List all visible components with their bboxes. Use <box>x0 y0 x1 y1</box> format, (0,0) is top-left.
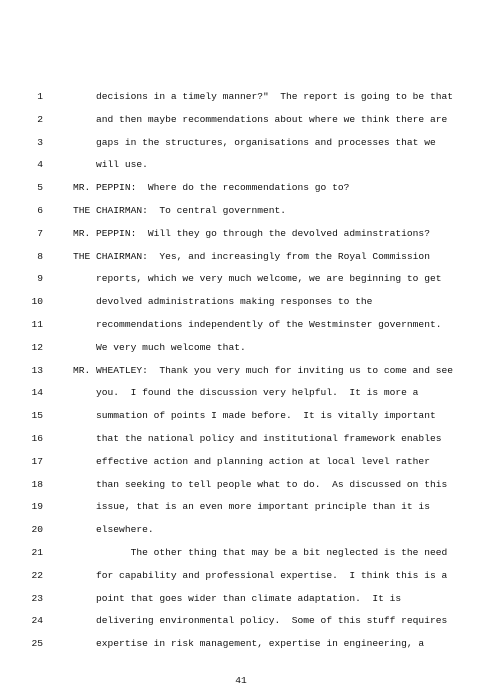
line-text: that the national policy and institutional framework enables <box>73 432 442 444</box>
transcript-line <box>0 112 482 135</box>
line-text: elsewhere. <box>73 524 154 536</box>
transcript-line <box>0 340 482 363</box>
line-number: 17 <box>31 455 43 467</box>
line-number: 1 <box>37 91 43 102</box>
line-text: you. I found the discussion very helpful. It is more a <box>73 387 419 399</box>
line-number: 21 <box>31 546 43 558</box>
line-text: effective action and planning action at local level rather <box>73 455 430 467</box>
transcript-line <box>0 363 482 386</box>
line-text: THE CHAIRMAN: Yes, and increasingly from the Royal Commission <box>73 250 430 262</box>
line-number: 25 <box>31 638 43 650</box>
transcript-line <box>0 568 482 591</box>
line-text: We very much welcome that. <box>73 341 246 353</box>
line-text: MR. PEPPIN: Will they go through the devolved adminstrations? <box>73 227 430 239</box>
line-number: 5 <box>37 182 43 194</box>
line-text: The other thing that may be a bit neglected is the need <box>73 546 448 558</box>
line-text: delivering environmental policy. Some of this stuff requires <box>73 615 448 627</box>
transcript-line <box>0 613 482 636</box>
line-text: for capability and professional expertise. I think this is a <box>73 569 448 581</box>
transcript-line <box>0 89 482 112</box>
transcript-line <box>0 249 482 272</box>
transcript-line <box>0 317 482 340</box>
transcript-line <box>0 522 482 545</box>
line-number: 16 <box>31 432 43 444</box>
line-number: 23 <box>31 592 43 604</box>
transcript-line <box>0 636 482 659</box>
line-text: summation of points I made before. It is vitally important <box>73 410 436 422</box>
line-number: 24 <box>31 615 43 627</box>
transcript-line <box>0 180 482 203</box>
line-number: 22 <box>31 569 43 581</box>
transcript-line <box>0 294 482 317</box>
transcript-line <box>0 545 482 568</box>
line-text: reports, which we very much welcome, we are beginning to get <box>73 273 442 285</box>
line-number: 15 <box>31 410 43 422</box>
transcript-lines <box>0 89 482 659</box>
page-number: 41 <box>235 675 247 686</box>
line-number: 10 <box>31 296 43 308</box>
transcript-line <box>0 591 482 614</box>
transcript-line <box>0 431 482 454</box>
transcript-line <box>0 203 482 226</box>
transcript-line <box>0 454 482 477</box>
transcript-line <box>0 157 482 180</box>
line-text: and then maybe recommendations about where we think there are <box>73 113 448 125</box>
line-number: 11 <box>31 318 43 330</box>
line-text: THE CHAIRMAN: To central government. <box>73 204 287 216</box>
transcript-line <box>0 135 482 158</box>
transcript-line <box>0 385 482 408</box>
line-number: 9 <box>37 273 43 285</box>
line-number: 7 <box>37 227 43 239</box>
line-text: issue, that is an even more important principle than it is <box>73 501 430 513</box>
line-text: recommendations independently of the Westminster government. <box>73 318 442 330</box>
line-number: 4 <box>37 159 43 171</box>
line-number: 13 <box>31 364 43 376</box>
line-number: 2 <box>37 113 43 125</box>
line-text: will use. <box>73 159 148 171</box>
line-text: point that goes wider than climate adaptation. It is <box>73 592 402 604</box>
transcript-line <box>0 226 482 249</box>
line-number: 18 <box>31 478 43 490</box>
transcript-line <box>0 477 482 500</box>
line-number: 6 <box>37 204 43 216</box>
line-number: 3 <box>37 136 43 148</box>
line-number: 20 <box>31 524 43 536</box>
line-text: MR. WHEATLEY: Thank you very much for inviting us to come and see <box>73 364 453 376</box>
line-text: than seeking to tell people what to do. As discussed on this <box>73 478 448 490</box>
line-text: MR. PEPPIN: Where do the recommendations go to? <box>73 182 350 194</box>
line-number: 14 <box>31 387 43 399</box>
line-number: 8 <box>37 250 43 262</box>
line-text: expertise in risk management, expertise in engineering, a <box>73 638 425 650</box>
line-number: 12 <box>31 341 43 353</box>
line-text: devolved administrations making responses to the <box>73 296 373 308</box>
line-text: decisions in a timely manner?" The report is going to be that <box>73 91 453 102</box>
line-number: 19 <box>31 501 43 513</box>
line-text: gaps in the structures, organisations and processes that we <box>73 136 436 148</box>
transcript-line <box>0 271 482 294</box>
transcript-line <box>0 408 482 431</box>
transcript-line <box>0 499 482 522</box>
